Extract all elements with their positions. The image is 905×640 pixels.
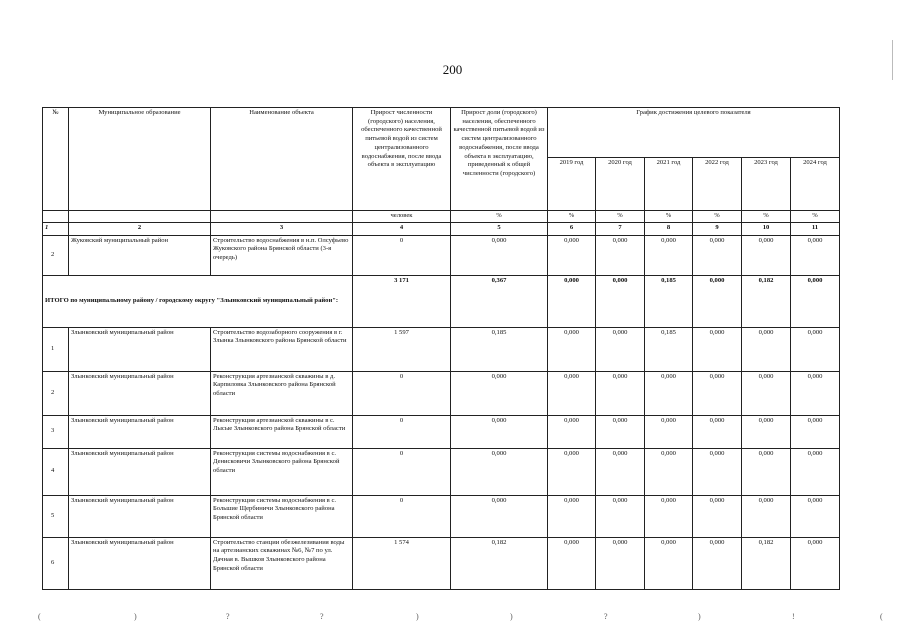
row-2024: 0,000 (791, 235, 840, 275)
total-label: ИТОГО по муниципальному району / городскому округу "Злынковский муниципальный район": (43, 275, 353, 327)
scan-mark: ) (510, 612, 513, 621)
row-2020: 0,000 (596, 371, 645, 415)
row-object: Строительство станции обезжелезивания воды на артезианских скважинах №6, №7 по ул. Дачная в. Вышков Злынковского района Брянской области (211, 537, 353, 589)
row-2019: 0,000 (548, 495, 596, 537)
row-people: 0 (353, 235, 451, 275)
header-year-2021: 2021 год (645, 158, 693, 211)
total-people: 3 171 (353, 275, 451, 327)
row-people: 1 597 (353, 327, 451, 371)
row-share: 0,000 (451, 235, 548, 275)
unit-percent: % (596, 211, 645, 223)
row-2019: 0,000 (548, 415, 596, 448)
row-index: 2 (43, 235, 69, 275)
row-municipality: Злынковский муниципальный район (69, 327, 211, 371)
row-object: Реконструкция артезианской скважины в с. Лысые Злынковского района Брянской области (211, 415, 353, 448)
row-municipality: Злынковский муниципальный район (69, 495, 211, 537)
row-index: 1 (43, 327, 69, 371)
scan-mark: ? (320, 612, 324, 621)
table-row (43, 415, 840, 448)
row-2019: 0,000 (548, 371, 596, 415)
unit-people: человек (353, 211, 451, 223)
row-2022: 0,000 (693, 448, 742, 495)
units-empty (211, 211, 353, 223)
row-municipality: Злынковский муниципальный район (69, 415, 211, 448)
unit-percent: % (645, 211, 693, 223)
row-municipality: Злынковский муниципальный район (69, 537, 211, 589)
column-number: 6 (548, 222, 596, 235)
row-index: 3 (43, 415, 69, 448)
row-2020: 0,000 (596, 448, 645, 495)
column-number: 4 (353, 222, 451, 235)
row-2022: 0,000 (693, 371, 742, 415)
row-municipality: Жуковский муниципальный район (69, 235, 211, 275)
total-row (43, 275, 840, 327)
table-units-row (43, 211, 840, 223)
scan-mark: ) (416, 612, 419, 621)
row-2021: 0,000 (645, 415, 693, 448)
row-share: 0,000 (451, 448, 548, 495)
column-number: 2 (69, 222, 211, 235)
row-2023: 0,000 (742, 235, 791, 275)
row-people: 1 574 (353, 537, 451, 589)
row-2019: 0,000 (548, 327, 596, 371)
table-row (43, 448, 840, 495)
row-people: 0 (353, 415, 451, 448)
unit-percent: % (451, 211, 548, 223)
row-2024: 0,000 (791, 448, 840, 495)
column-number: 1 (43, 222, 69, 235)
row-2020: 0,000 (596, 537, 645, 589)
scan-mark: ? (226, 612, 230, 621)
row-share: 0,000 (451, 495, 548, 537)
row-2022: 0,000 (693, 495, 742, 537)
table-row (43, 495, 840, 537)
scan-mark: ( (38, 612, 41, 621)
row-index: 5 (43, 495, 69, 537)
scan-mark: ! (792, 612, 795, 621)
table-row (43, 371, 840, 415)
row-object: Реконструкция артезианской скважины в д. Карпиловка Злынковского района Брянской области (211, 371, 353, 415)
row-index: 4 (43, 448, 69, 495)
row-2024: 0,000 (791, 371, 840, 415)
total-2020: 0,000 (596, 275, 645, 327)
column-number: 9 (693, 222, 742, 235)
header-year-2019: 2019 год (548, 158, 596, 211)
row-share: 0,182 (451, 537, 548, 589)
row-2024: 0,000 (791, 537, 840, 589)
row-2021: 0,000 (645, 448, 693, 495)
header-schedule: График достижения целевого показателя (548, 108, 840, 158)
row-share: 0,185 (451, 327, 548, 371)
total-2022: 0,000 (693, 275, 742, 327)
row-2021: 0,000 (645, 371, 693, 415)
table-row (43, 327, 840, 371)
row-index: 2 (43, 371, 69, 415)
row-2022: 0,000 (693, 537, 742, 589)
total-2019: 0,000 (548, 275, 596, 327)
header-year-2020: 2020 год (596, 158, 645, 211)
row-2024: 0,000 (791, 327, 840, 371)
row-object: Реконструкция системы водоснабжения в с. Большие Щербиничи Злынковского района Брянской области (211, 495, 353, 537)
row-people: 0 (353, 448, 451, 495)
unit-percent: % (548, 211, 596, 223)
unit-percent: % (791, 211, 840, 223)
row-2023: 0,182 (742, 537, 791, 589)
row-index: 6 (43, 537, 69, 589)
header-year-2024: 2024 год (791, 158, 840, 211)
row-object: Реконструкция системы водоснабжения в с. Денисковичи Злынковского района Брянской области (211, 448, 353, 495)
row-2020: 0,000 (596, 327, 645, 371)
row-2019: 0,000 (548, 537, 596, 589)
total-2023: 0,182 (742, 275, 791, 327)
header-municipality: Муниципальное образование (69, 108, 211, 211)
row-2020: 0,000 (596, 415, 645, 448)
row-object: Строительство водоснабжения в н.п. Олсуфьево Жуковского района Брянской области (3-я очередь) (211, 235, 353, 275)
row-2019: 0,000 (548, 235, 596, 275)
row-2019: 0,000 (548, 448, 596, 495)
row-2023: 0,000 (742, 415, 791, 448)
header-population-growth: Прирост численности (городского) населения, обеспеченного качественной питьевой водой из систем централизованного водоснабжения, после ввода объекта в эксплуатацию (353, 108, 451, 211)
scan-bottom-marks (30, 612, 890, 626)
row-share: 0,000 (451, 371, 548, 415)
header-year-2022: 2022 год (693, 158, 742, 211)
page-number: 200 (442, 62, 463, 77)
header-number: № (43, 108, 69, 211)
row-2022: 0,000 (693, 235, 742, 275)
unit-percent: % (693, 211, 742, 223)
header-object-name: Наименование объекта (211, 108, 353, 211)
column-numbers-row (43, 222, 840, 235)
table-row (43, 235, 840, 275)
row-2024: 0,000 (791, 495, 840, 537)
unit-percent: % (742, 211, 791, 223)
column-number: 7 (596, 222, 645, 235)
row-2023: 0,000 (742, 371, 791, 415)
scan-mark: ? (604, 612, 608, 621)
row-2024: 0,000 (791, 415, 840, 448)
row-municipality: Злынковский муниципальный район (69, 371, 211, 415)
row-share: 0,000 (451, 415, 548, 448)
row-municipality: Злынковский муниципальный район (69, 448, 211, 495)
units-empty (43, 211, 69, 223)
total-2021: 0,185 (645, 275, 693, 327)
scan-mark: ) (134, 612, 137, 621)
total-2024: 0,000 (791, 275, 840, 327)
row-people: 0 (353, 371, 451, 415)
row-people: 0 (353, 495, 451, 537)
column-number: 8 (645, 222, 693, 235)
row-2021: 0,000 (645, 495, 693, 537)
row-2020: 0,000 (596, 495, 645, 537)
target-indicator-table (42, 107, 840, 590)
total-share: 0,367 (451, 275, 548, 327)
row-2020: 0,000 (596, 235, 645, 275)
row-object: Строительство водозаборного сооружения в г. Злынка Злынковского района Брянской области (211, 327, 353, 371)
column-number: 5 (451, 222, 548, 235)
column-number: 3 (211, 222, 353, 235)
row-2023: 0,000 (742, 448, 791, 495)
row-2023: 0,000 (742, 327, 791, 371)
column-number: 11 (791, 222, 840, 235)
table-header-row (43, 108, 840, 158)
scan-mark: ( (880, 612, 883, 621)
column-number: 10 (742, 222, 791, 235)
row-2023: 0,000 (742, 495, 791, 537)
scan-edge-line (892, 40, 893, 80)
table-row (43, 537, 840, 589)
row-2022: 0,000 (693, 415, 742, 448)
scan-mark: ) (698, 612, 701, 621)
header-year-2023: 2023 год (742, 158, 791, 211)
row-2022: 0,000 (693, 327, 742, 371)
units-empty (69, 211, 211, 223)
row-2021: 0,000 (645, 235, 693, 275)
header-share-growth: Прирост доли (городского) населения, обеспеченного качественной питьевой водой из систем централизованного водоснабжения, после ввода объекта в эксплуатацию, приведенный к общей численности (городского) (451, 108, 548, 211)
row-2021: 0,000 (645, 537, 693, 589)
row-2021: 0,185 (645, 327, 693, 371)
